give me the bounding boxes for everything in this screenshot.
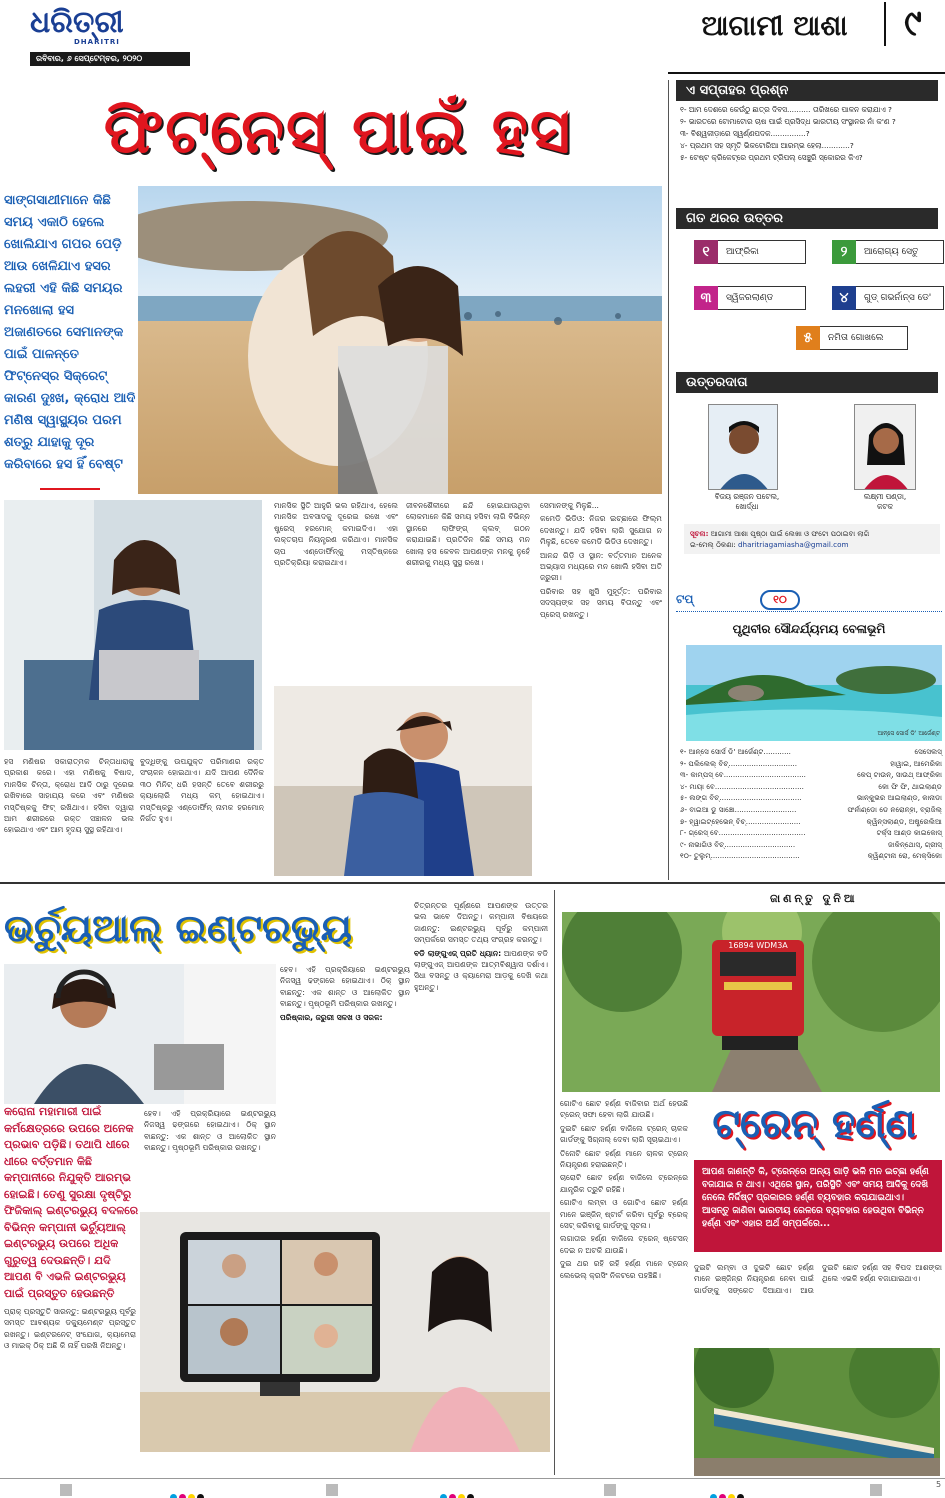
reg-dot-cyan — [170, 1494, 177, 1498]
answer-label: ସ୍ୱିଜରଲାଣ୍ଡ — [718, 286, 806, 310]
beach-name: ୧୦- ତୁଲୁମ୍....................................... — [680, 851, 800, 861]
toy-train-photo — [694, 1348, 940, 1476]
beach-name: ୮- ଗ୍ରେସ୍ ବେ...................................... — [680, 828, 806, 838]
question-item: ୨- ଭାରତରେ ଟୋମାଟୋର ଚାଷ ପାଇଁ ପ୍ରସିଦ୍ଧ ଭାରତୀୟ ସଂସ୍ଥାନର ନାଁ କ'ଣ ? — [680, 117, 896, 126]
fitness-col5-a: ସେମାନଙ୍କୁ ମିଳୁଛି... — [540, 501, 599, 510]
virtual-col3-sub: ବଡି ଲାଙ୍ଗୁଏଜ୍ ପ୍ରତି ଧ୍ୟାନ: — [414, 948, 502, 958]
virtual-col2-text: ହେବ। ଏହି ପ୍ରକ୍ରିୟାରେ ଇଣ୍ଟରଭ୍ୟୁ ନିଜସ୍ୱ ଢଙ୍ଗରେ ହୋଇଥାଏ। ଠିକ୍ ସ୍ଥାନ ବାଛନ୍ତୁ: ଏକ ଶାନ୍ତ ଓ ଆଲୋକିତ ସ୍ଥାନ ବାଛନ୍ତୁ। ପୃଷ୍ଠଭୂମି ପରିଷ୍କାର ରଖନ୍ତୁ। — [280, 965, 410, 1009]
question-item: ୪- ପ୍ରଥମ ସହ ସ୍ମୃତି ଭିକଟୋରିଆ ଆରମ୍ଭ ହେଲା............? — [680, 141, 854, 150]
train-intro: ଆପଣ ଜାଣନ୍ତି କି, ଟ୍ରେନ୍‌ରେ ଅନ୍ୟ ଗାଡ଼ି ଭଳି ମନ ଇଚ୍ଛା ହର୍ଣ୍ଣ ବଜାଯାଇ ନ ଥାଏ। ଏଥିରେ ସ୍ଥାନ, ପରିସ୍ଥିତି ଏବଂ ସମୟ ଆଦିକୁ ଦେଖି ନେଲେ ନିର୍ଦ୍ଦିଷ୍ଟ ପ୍ରକାରର ହର୍ଣ୍ଣ ବ୍ୟବହାର କରାଯାଇଥାଏ। ଆସନ୍ତୁ ଜାଣିବା ଭାରତୀୟ ରେଳରେ ବ୍ୟବହାର ହେଉଥିବା ବିଭିନ୍ନ ହର୍ଣ୍ଣ ଏବଂ ଏହାର ଅର୍ଥ ସମ୍ପର୍କରେ... — [694, 1160, 942, 1252]
answer-label: ଗୁଡ୍ ଗଭର୍ନାନ୍ସ ଡେ' — [856, 286, 944, 310]
weekly-questions-heading: ଏ ସପ୍ତାହର ପ୍ରଶ୍ନ — [676, 80, 938, 101]
reg-dot-black — [467, 1494, 474, 1498]
reg-dot-cyan — [440, 1494, 447, 1498]
fitness-headline: ଫିଟ୍‌ନେସ୍‌ ପାଇଁ ହସ — [103, 94, 573, 167]
submission-note — [684, 524, 940, 554]
fitness-col-1 — [4, 756, 134, 876]
headphones-woman-photo — [4, 964, 276, 1104]
intro-underline — [40, 488, 100, 490]
virtual-col2-lead: ହେବ। ଏହି ପ୍ରକ୍ରିୟାରେ ଇଣ୍ଟରଭ୍ୟୁ ନିଜସ୍ୱ ଢଙ୍ଗରେ ହୋଇଥାଏ। ଠିକ୍ ସ୍ଥାନ ବାଛନ୍ତୁ: ଏକ ଶାନ୍ତ ଓ ଆଲୋକିତ ସ୍ଥାନ ବାଛନ୍ତୁ। ପୃଷ୍ଠଭୂମି ପରିଷ୍କାର ରଖନ୍ତୁ। — [144, 1109, 276, 1153]
respondent-place: ଖୋର୍ଦ୍ଧା — [735, 502, 759, 511]
horn-item: ତିନୋଟି ଛୋଟ ହର୍ଣ୍ଣ ମାନେ ଚାଳକ ଟ୍ରେନ୍ ନିୟନ୍ତ୍ରଣ ହରାଇଛନ୍ତି। — [560, 1148, 688, 1170]
masthead-date: ରବିବାର, ୬ ସେପ୍ଟେମ୍ବର, ୨୦୨୦ — [30, 52, 190, 66]
color-registration-dots-2 — [440, 1486, 476, 1498]
color-registration-dots-1 — [170, 1486, 206, 1498]
respondent-2-caption — [830, 492, 940, 512]
fitness-col5-d: ପରିବାର ସହ ଖୁସି ମୁହୂର୍ତ୍ତ: ପରିବାର ସଦସ୍ୟଙ୍କ ସହ ସମୟ ବିତାନ୍ତୁ ଏବଂ ପ୍ରେସ୍ ରଖନ୍ତୁ। — [540, 586, 662, 619]
answer-row-1 — [694, 240, 806, 264]
respondent-1-caption — [692, 492, 802, 512]
answer-row-2 — [832, 240, 944, 264]
top10-list — [680, 746, 942, 862]
question-item: ୧- ଆମ ଦେଶରେ କେଉଁଠୁ ଛାତ୍ର ଦିବସ.......... ତାରିଖରେ ପାଳନ କରାଯାଏ ? — [680, 105, 892, 114]
fitness-col5-b: କମେଡି ଭିଡିଓ: ନିଜର ଇଚ୍ଛାରେ ଫିଲ୍ମ ଦେଖନ୍ତୁ। ଯଦି ହସିବା ଲାଗି ସୁଯୋଗ ନ ମିଳୁଛି, ତେବେ କମେଡି ଭିଡିଓ ଦେଖନ୍ତୁ। — [540, 514, 662, 547]
answer-row-5 — [796, 326, 908, 350]
color-registration-dots-3 — [710, 1486, 746, 1498]
beach-name: ୪- ମାୟା ବେ....................................... — [680, 781, 804, 791]
answer-label: ନମିତା ଗୋଖଲେ — [820, 326, 908, 350]
virtual-intro: କରୋନା ମହାମାରୀ ପାଇଁ କର୍ମକ୍ଷେତ୍ରରେ ଉପରେ ଅନେକ ପ୍ରଭାବ ପଡ଼ିଛି। ତଥାପି ଧୀରେ ଧୀରେ ବର୍ତ୍ତମାନ କିଛି କମ୍ପାନୀରେ ନିଯୁକ୍ତି ଆରମ୍ଭ ହୋଇଛି। ତେଣୁ ସୁରକ୍ଷା ଦୃଷ୍ଟିରୁ ଫିଜିକାଲ୍ ଇଣ୍ଟରଭ୍ୟୁ ବଦଳରେ ବିଭିନ୍ନ କମ୍ପାନୀ ଭର୍ଚ୍ୟୁଆଲ୍ ଇଣ୍ଟରଭ୍ୟୁ ଉପରେ ଅଧିକ ଗୁରୁତ୍ୱ ଦେଉଛନ୍ତି। ଯଦି ଆପଣ ବି ଏଭଳି ଇଣ୍ଟରଭ୍ୟୁ ପାଇଁ ପ୍ରସ୍ତୁତ ହେଉଛନ୍ତି — [4, 1105, 139, 1300]
answer-row-3 — [694, 286, 806, 310]
answer-number: ୪ — [832, 286, 856, 310]
train-horn-list — [560, 1098, 688, 1483]
respondent-photo-2 — [854, 404, 916, 490]
respondent-photo-1 — [708, 404, 778, 490]
reg-block — [60, 1484, 72, 1496]
fitness-col-3 — [274, 500, 398, 680]
video-call-photo — [140, 1212, 550, 1452]
answer-label: ଆଫ୍ରିକା — [718, 240, 806, 264]
last-answers-heading: ଗତ ଥରର ଉତ୍ତର — [676, 208, 938, 229]
virtual-col-2b — [280, 964, 410, 1204]
fitness-intro: ସାଙ୍ଗସାଥୀମାନେ କିଛି ସମୟ ଏକାଠି ହେଲେ ଖୋଲିଯାଏ ଗପର ପେଡ଼ି ଆଉ ଖେଳିଯାଏ ହସର ଲହରୀ ଏହି କିଛି ସମୟର ମନଖୋଲା ହସ ଅଜାଣତରେ ସେମାନଙ୍କ ପାଇଁ ପାଳନ୍ତେ ଫିଟ୍‌ନେସ୍‌ର ସିକ୍ରେଟ୍ କାରଣ ଦୁଃଖ, କ୍ରୋଧ ଆଦି ମଣିଷ ସ୍ୱାସ୍ଥ୍ୟର ପରମ ଶତ୍ରୁ ଯାହାକୁ ଦୂର କରିବାରେ ହସ ହିଁ ବେଷ୍ଟ — [4, 193, 136, 472]
answer-number: ୩ — [694, 286, 718, 310]
note-label: ସୂଚନା: — [690, 529, 709, 538]
horn-item: ଗୋଟିଏ ଲମ୍ବା ଓ ଗୋଟିଏ ଛୋଟ ହର୍ଣ୍ଣ ମାନେ ଇଞ୍ଜିନ୍ ଷ୍ଟାର୍ଟ କରିବା ପୂର୍ବରୁ ବ୍ରେକ୍ ସେଟ୍ କରିବାକୁ ଗାର୍ଡଙ୍କୁ ସୂଚନା। — [560, 1198, 688, 1231]
answer-label: ଆରୋଗ୍ୟ ସେତୁ — [856, 240, 944, 264]
beach-country: କୋ ଫି ଫି, ଥାଇଲାଣ୍ଡ — [878, 781, 942, 791]
respondents-heading: ଉତ୍ତରଦାତା — [676, 372, 938, 393]
train-kicker: ଜାଣନ୍ତୁ ଦୁନିଆ — [770, 892, 858, 905]
fitness-bottom-rule — [0, 882, 945, 884]
top10-label: ଟପ୍ — [676, 592, 694, 606]
train-right-text: ଦୁଇଟି ଲମ୍ବା ଓ ଦୁଇଟି ଛୋଟ ହର୍ଣ୍ଣ ମାନେ ଇଞ୍ଜିନ୍‌ର ନିୟନ୍ତ୍ରଣ ନେବା ପାଇଁ ଗାର୍ଡଙ୍କୁ ସଙ୍କେତ ଦିଆଯାଏ। ଆଉ ଦୁଇଟି ଛୋଟ ହର୍ଣ୍ଣ ସହ ବିପଦ ଆଶଙ୍କା ଥିଲେ ଏଭଳି ହର୍ଣ୍ଣ ବଜାଯାଇଥାଏ। — [694, 1263, 942, 1295]
top10-number: ୧୦ — [760, 590, 800, 610]
laptop-woman-photo — [4, 500, 262, 750]
beach-name: ୧- ଆନ୍ସେ ସୋର୍ସ ଡି' ଆର୍ଜେଣ୍ଟ............ — [680, 747, 791, 756]
masthead-rule — [668, 72, 945, 74]
answer-number: ୧ — [694, 240, 718, 264]
horn-item: ଦୁଇ ଥର ରହି ରହି ହର୍ଣ୍ଣ ମାନେ ଟ୍ରେନ୍ ଲେଭେଲ୍ କ୍ରସିଂ ନିକଟରେ ପହଞ୍ଚିଛି। — [560, 1259, 688, 1280]
fitness-col2-text: ବୁଦ୍ଧିଙ୍କୁ ଉପଯୁକ୍ତ ପରିମାଣର ରକ୍ତ ସଂଚାଳନ ହୋଇଥାଏ। ଯଦି ଆପଣ ଦୈନିକ ୩୦ ମିନିଟ୍ ଧରି ହସନ୍ତି ତେବେ ଶରୀରରୁ କ୍ୟାଲୋରି ମଧ୍ୟ କମ୍ ହୋଇଥାଏ। ମସ୍ତିଷ୍କରୁ ଏଣ୍ଡୋର୍ଫିନ୍ ନାମକ ହରମୋନ୍ ନିର୍ଗତ ହୁଏ। — [140, 757, 264, 824]
reg-dot-cyan — [710, 1494, 717, 1498]
horn-item: ଦୁଇଟି ଛୋଟ ହର୍ଣ୍ଣ ବାଜିଲେ ଟ୍ରେନ୍ ଚାଳକ ଗାର୍ଡଙ୍କୁ ସିଗ୍‌ନାଲ୍ ଦେବା ଲାଗି ସୂଚାଇଥାଏ। — [560, 1123, 688, 1145]
virtual-col3-b: ଆପଣଙ୍କ ବଡି ଲାଙ୍ଗୁଏଜ୍ ଆପଣଙ୍କ ଆତ୍ମବିଶ୍ୱାସ ଦର୍ଶାଏ। ସିଧା ବସନ୍ତୁ ଓ କ୍ୟାମେରା ଆଡ଼କୁ ଦେଖି କଥା ହୁଅନ୍ତୁ। — [414, 948, 548, 992]
beach-country: କ୍ୱିଣ୍ଟାନା ରୋ, ମେକ୍ସିକୋ — [867, 851, 942, 861]
section-title: ଆଗାମୀ ଆଶା — [701, 9, 848, 42]
beach-name: ୩- କାମ୍ପସ୍ ବେ.................................... — [680, 770, 806, 780]
train-headline: ଟ୍ରେନ୍ ହର୍ଣ୍ଣ — [712, 1101, 916, 1147]
top10-title: ପୃଥିବୀର ସୌନ୍ଦର୍ଯ୍ୟମୟ ବେଳାଭୂମି — [732, 622, 886, 636]
horn-item: ଲଗାତାର ହର୍ଣ୍ଣ ବାଜିଲେ ଟ୍ରେନ୍ ଷ୍ଟେସନ୍ ଦେଇ ନ ଅଟକି ଯାଉଛି। — [560, 1234, 688, 1255]
footer-rule — [0, 1478, 945, 1479]
couple-sofa-photo — [274, 686, 532, 876]
fitness-col-5 — [540, 500, 662, 870]
top10-banner — [676, 590, 942, 612]
beach-island-photo — [686, 645, 942, 741]
reg-dot-black — [197, 1494, 204, 1498]
reg-block — [870, 1484, 882, 1496]
logo-odia: ଧରିତ୍ରୀ — [30, 5, 124, 40]
fitness-col3-text: ମାନସିକ ସ୍ଥିତି ଆହୁରି ଭଲ ରହିଥାଏ, ହେଲେ ମାନସିକ ଅବସାଦକୁ ଦୂରେଇ ରଖେ ଏବଂ ଷ୍ଟ୍ରେସ୍ ହରମୋନ୍ କମାଇଦିଏ। ଏହା ଲକ୍ତଚାପ ନିୟନ୍ତ୍ରଣ କରିଥାଏ। ମାନସିକ ଚାପ ଏଣ୍ଡୋର୍ଫିନ୍‌କୁ ମସ୍ତିଷ୍କରେ ପ୍ରତିକ୍ରିୟା କରାଇଥାଏ। — [274, 501, 398, 568]
question-item: ୫- ଟେଷ୍ଟ କ୍ରିକେଟ୍‌ରେ ପ୍ରଥମ ଟ୍ରିପଲ୍ ସେଞ୍ଚୁରି ସ୍କୋରର କିଏ? — [680, 153, 863, 162]
reg-dot-magenta — [179, 1494, 186, 1498]
weekly-questions-list — [680, 104, 940, 200]
loco-number: 16894 WDM3A — [728, 941, 788, 950]
virtual-col2-sub: ପରିଷ୍କାର, ଜରୁରୀ ସଳଖ ଓ ସରଳ: — [280, 1012, 383, 1022]
note-text: ଆଗାମୀ ଆଶା ପୃଷ୍ଠା ପାଇଁ ଲେଖା ଓ ଫଟୋ ପଠାଇବା ଲାଗି — [710, 529, 870, 538]
email-label: ଇ-ମେଲ୍ ଠିକଣା: — [690, 540, 736, 549]
reg-dot-yellow — [458, 1494, 465, 1498]
fitness-col1-text: ହସ ମଣିଷର ସକାରାତ୍ମକ ଚିନ୍ତାଧାରାକୁ ପ୍ରକାଶ କରେ। ଏହା ମଣିଷକୁ ବିଷାଦ, ମାନସିକ ଚିନ୍ତା, କ୍ରୋଧ ଆଦି ଠାରୁ ଦୂରେଇ ରଖିବାରେ ସାହାଯ୍ୟ କରେ ଏବଂ ମଣିଷର ମସ୍ତିଷ୍କକୁ ଫିଟ୍ ରଖିଥାଏ। ହସିବା ଦ୍ୱାରା ଆମ ଶରୀରରେ ରକ୍ତ ସଞ୍ଚାଳନ ଭଲ ହୋଇଥାଏ ଏବଂ ଆମ ହୃଦୟ ସୁସ୍ଥ ରହିଥାଏ। — [4, 757, 134, 835]
beach-country: କେପ୍ ଟାଉନ୍, ସାଉଥ୍ ଆଫ୍ରିକା — [857, 770, 942, 780]
page-number: ୯ — [884, 2, 940, 46]
beach-country: ଟର୍କ୍ସ ଆଣ୍ଡ କାଇକୋସ୍ — [876, 828, 942, 838]
fitness-col4-text: ଜୀବନଶୈଳୀରେ ଛନ୍ଦି ହୋଇଯାଉଥିବା ଲୋକମାନେ କିଛି ସମୟ ହସିବା ଲାଗି ବିଭିନ୍ନ ସ୍ଥାନରେ ଲାଫିଙ୍ଗ୍ କ୍ଲବ୍ ଗଠନ କରାଯାଇଛି। ପ୍ରତିଦିନ କିଛି ସମୟ ମନ ଖୋଲା ହସ କେବଳ ଆପଣଙ୍କ ମନକୁ ନୁହେଁ ଶରୀରକୁ ମଧ୍ୟ ସୁସ୍ଥ ରଖେ। — [406, 501, 530, 568]
reg-dot-black — [737, 1494, 744, 1498]
beach-photo-caption: ଆନ୍ସେ ସୋର୍ସ ଡି' ଆର୍ଜେଣ୍ଟ — [877, 730, 940, 737]
fitness-col5-c: ଆନନ୍ଦ ଗିଡ଼ି ଓ ସ୍ଥାନ: ବର୍ତ୍ତମାନ ଅନେକ ଅଭ୍ୟାସ ମଧ୍ୟରେ ମନ ଖୋଲି ହସିବା ଅତି ଜରୁରୀ। — [540, 550, 662, 583]
respondent-name: ଲକ୍ଷ୍ମୀ ପଣ୍ଡା, — [863, 492, 907, 501]
reg-dot-magenta — [449, 1494, 456, 1498]
respondent-name: ବିଜୟ ରଞ୍ଜନ ପଟେଲ, — [714, 492, 780, 501]
beach-friends-photo — [138, 186, 662, 494]
beach-country: ସେସେଲସ୍ — [914, 747, 942, 756]
beach-name: ୨- ପଲିଲେଲ୍ ବିଚ୍.............................. — [680, 758, 798, 768]
virtual-col-1 — [4, 1306, 136, 1486]
train-locomotive-photo — [562, 912, 940, 1092]
fitness-col-2 — [140, 756, 264, 876]
reg-dot-yellow — [188, 1494, 195, 1498]
beach-country: ଫର୍ନାଣ୍ଡୋ ଡେ ନରୋନ୍ହା, ବ୍ରାଜିଲ୍ — [847, 804, 942, 814]
reg-block — [604, 1484, 616, 1496]
reg-block — [326, 1484, 338, 1496]
horn-item: ଚାରୋଟି ଛୋଟ ହର୍ଣ୍ଣ ବାଜିଲେ ଟ୍ରେନ୍‌ରେ ଯାନ୍ତ୍ରିକ ତ୍ରୁଟି ରହିଛି। — [560, 1173, 688, 1194]
beach-country: କ୍ୱିନ୍ସଲାଣ୍ଡ, ଅଷ୍ଟ୍ରେଲିଆ — [866, 816, 942, 826]
beach-country: ଜାକିନ୍‌ଥୋସ୍, ଗ୍ରୀସ୍ — [888, 839, 942, 849]
beach-name: ୯- ନାଭାଗିଓ ବିଚ୍............................... — [680, 839, 796, 849]
question-item: ୩- ବିଶ୍ୱକୀଡ଼ାରେ ସ୍ୱର୍ଣ୍ଣପଦକ...............? — [680, 129, 810, 138]
beach-name: ୭- ହ୍ୱାଇଟ୍‌ହେଭେନ୍ ବିଚ୍........................ — [680, 816, 801, 826]
footer-page-mark: 5 — [936, 1480, 942, 1489]
masthead-logo — [30, 6, 190, 50]
virtual-col3-text: ଚିତ୍ରନ୍ତର ପୂର୍ଣ୍ଣରେ ଆପଣଙ୍କ ଉତ୍ତର ଭଲ ଭାବେ ଦିଅନ୍ତୁ। କମ୍ପାନୀ ବିଷୟରେ ଜାଣନ୍ତୁ: ଇଣ୍ଟରଭ୍ୟୁ ପୂର୍ବରୁ କମ୍ପାନୀ ସମ୍ପର୍କରେ ସମସ୍ତ ତଥ୍ୟ ସଂଗ୍ରହ କରନ୍ତୁ। — [414, 901, 548, 945]
beach-country: ଭାନ୍‌କୁଭର ଆଇଲାଣ୍ଡ, କାନାଡା — [856, 793, 942, 803]
respondent-place: କଟକ — [876, 502, 894, 511]
beach-name: ୬- ବାଇଆ ଡୁ ସାଞ୍ଚୋ........................... — [680, 804, 797, 814]
answer-number: ୨ — [832, 240, 856, 264]
reg-dot-magenta — [719, 1494, 726, 1498]
beach-name: ୫- ଲଙ୍ଗ ବିଚ୍.................................... — [680, 793, 802, 803]
answer-row-4 — [832, 286, 944, 310]
train-col-right — [694, 1262, 942, 1344]
contact-email[interactable]: dharitriagamiasha@gmail.com — [738, 540, 849, 549]
virtual-col-3 — [414, 900, 548, 1206]
virtual-headline: ଭର୍ଚ୍ୟୁଆଲ୍ ଇଣ୍ଟରଭ୍ୟୁ — [4, 906, 353, 950]
fitness-col-4 — [406, 500, 530, 680]
beach-country: ହାୱାଇ, ଆମେରିକା — [890, 758, 942, 768]
logo-english: DHARITRI — [74, 38, 120, 46]
fitness-right-rule — [668, 80, 669, 880]
horn-item: ଗୋଟିଏ ଛୋଟ ହର୍ଣ୍ଣ ବାଜିବାର ଅର୍ଥ ହେଉଛି ଟ୍ରେନ୍ ସଫା ହେବା ଲାଗି ଯାଉଛି। — [560, 1099, 688, 1120]
virtual-col1-text: ପ୍ରାକ୍ ପ୍ରସ୍ତୁତି ସାରନ୍ତୁ: ଇଣ୍ଟରଭ୍ୟୁ ପୂର୍ବରୁ ସମସ୍ତ ଆବଶ୍ୟକ ଡକ୍ୟୁମେଣ୍ଟ ପ୍ରସ୍ତୁତ ରଖନ୍ତୁ। ଇଣ୍ଟରନେଟ୍ ସଂଯୋଗ, କ୍ୟାମେରା ଓ ମାଇକ୍ ଠିକ୍ ଅଛି କି ନାହିଁ ପରଖି ନିଅନ୍ତୁ। — [4, 1307, 136, 1351]
virtual-right-rule — [554, 890, 555, 1475]
virtual-col-2 — [144, 1108, 276, 1204]
answer-number: ୫ — [796, 326, 820, 350]
reg-dot-yellow — [728, 1494, 735, 1498]
